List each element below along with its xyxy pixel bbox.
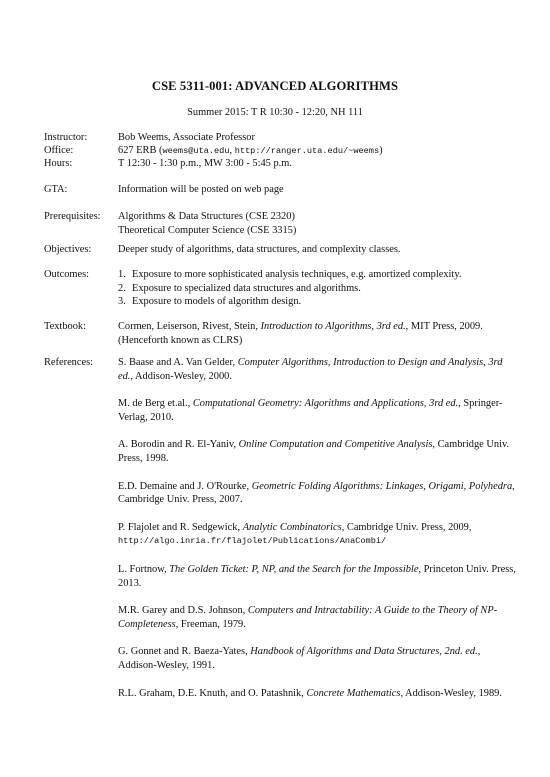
office-prefix: 627 ERB ( bbox=[118, 145, 163, 156]
reference-publisher: , Cambridge Univ. Press, 1998. bbox=[118, 439, 510, 464]
reference-publisher: , Addison-Wesley, 1989. bbox=[400, 687, 502, 699]
textbook-value bbox=[118, 320, 518, 347]
objectives-label: Objectives: bbox=[44, 244, 92, 255]
reference-title: The Golden Ticket: P, NP, and the Search for the Impossible bbox=[169, 563, 419, 575]
reference-authors: A. Borodin and R. El-Yaniv, bbox=[118, 439, 239, 451]
instructor-value: Bob Weems, Associate Professor bbox=[118, 132, 255, 143]
outcomes-label: Outcomes: bbox=[44, 269, 90, 280]
hours-value: T 12:30 - 1:30 p.m., MW 3:00 - 5:45 p.m. bbox=[118, 158, 292, 169]
textbook-publisher: , MIT Press, 2009. bbox=[405, 321, 483, 332]
reference-item bbox=[118, 604, 518, 631]
office-sep: , bbox=[229, 145, 235, 156]
reference-publisher: , Springer-Verlag, 2010. bbox=[118, 398, 503, 423]
office-suffix: ) bbox=[379, 145, 383, 156]
textbook-authors: Cormen, Leiserson, Rivest, Stein, bbox=[118, 321, 261, 332]
gta-label: GTA: bbox=[44, 184, 68, 195]
outcome-item bbox=[118, 295, 518, 309]
outcome-number: 2. bbox=[118, 282, 126, 294]
reference-publisher: , Addison-Wesley, 1991. bbox=[118, 646, 481, 671]
reference-authors: E.D. Demaine and J. O'Rourke, bbox=[118, 480, 252, 492]
outcome-number: 3. bbox=[118, 296, 126, 308]
reference-item bbox=[118, 521, 518, 549]
reference-title: Handbook of Algorithms and Data Structures, 2nd. ed. bbox=[250, 646, 478, 658]
reference-authors: P. Flajolet and R. Sedgewick, bbox=[118, 521, 243, 533]
office-url-link[interactable]: http://ranger.uta.edu/~weems bbox=[234, 146, 380, 156]
office-label: Office: bbox=[44, 145, 74, 156]
reference-title: Geometric Folding Algorithms: Linkages, Origami, Polyhedra bbox=[251, 480, 513, 492]
reference-publisher: , Princeton Univ. Press, 2013. bbox=[118, 563, 516, 589]
reference-publisher: , Cambridge Univ. Press, 2009, bbox=[341, 521, 472, 533]
reference-title: Computational Geometry: Algorithms and Applications, 3rd ed. bbox=[192, 398, 459, 410]
reference-title: Analytic Combinatorics bbox=[242, 521, 342, 533]
reference-publisher: , Cambridge Univ. Press, 2007. bbox=[118, 480, 515, 506]
course-title: CSE 5311-001: ADVANCED ALGORITHMS bbox=[151, 79, 399, 93]
reference-authors: R.L. Graham, D.E. Knuth, and O. Patashnik, bbox=[118, 687, 307, 699]
gta-value: Information will be posted on web page bbox=[118, 184, 284, 195]
textbook-title: Introduction to Algorithms, 3rd ed. bbox=[260, 321, 406, 332]
reference-item bbox=[118, 356, 518, 383]
textbook-note: (Henceforth known as CLRS) bbox=[118, 334, 243, 346]
reference-url-link[interactable]: http://algo.inria.fr/flajolet/Publications/AnaCombi/ bbox=[118, 536, 387, 547]
references-label: References: bbox=[44, 357, 94, 368]
reference-item bbox=[118, 480, 518, 507]
objectives-value: Deeper study of algorithms, data structures, and complexity classes. bbox=[118, 244, 401, 255]
hours-label: Hours: bbox=[44, 158, 73, 169]
reference-title: Computer Algorithms, Introduction to Design and Analysis, 3rd ed. bbox=[118, 357, 503, 382]
prerequisite-2: Theoretical Computer Science (CSE 3315) bbox=[118, 224, 297, 236]
reference-item bbox=[118, 563, 518, 590]
prerequisites-value bbox=[118, 210, 518, 237]
textbook-label: Textbook: bbox=[44, 321, 86, 332]
prerequisite-1: Algorithms & Data Structures (CSE 2320) bbox=[118, 211, 295, 222]
reference-title: Online Computation and Competitive Analysis bbox=[238, 439, 433, 451]
reference-authors: G. Gonnet and R. Baeza-Yates, bbox=[118, 646, 251, 658]
prerequisites-label: Prerequisites: bbox=[44, 211, 101, 222]
reference-item bbox=[118, 397, 518, 424]
reference-authors: L. Fortnow, bbox=[118, 563, 170, 575]
references-list bbox=[118, 356, 518, 714]
outcome-number: 1. bbox=[118, 269, 126, 280]
reference-authors: M.R. Garey and D.S. Johnson, bbox=[118, 605, 248, 617]
reference-title: Computers and Intractability: A Guide to the Theory of NP-Completeness bbox=[118, 605, 498, 630]
reference-title: Concrete Mathematics bbox=[306, 687, 401, 699]
reference-authors: S. Baase and A. Van Gelder, bbox=[118, 357, 238, 368]
outcome-item bbox=[118, 268, 518, 282]
reference-item bbox=[118, 645, 518, 672]
course-schedule: Summer 2015: T R 10:30 - 12:20, NH 111 bbox=[187, 107, 363, 118]
reference-publisher: , Addison-Wesley, 2000. bbox=[130, 370, 232, 382]
reference-publisher: , Freeman, 1979. bbox=[175, 618, 246, 630]
outcomes-list bbox=[118, 268, 518, 309]
outcome-text: Exposure to specialized data structures and algorithms. bbox=[132, 282, 361, 294]
office-email-link[interactable]: weems@uta.edu bbox=[162, 146, 230, 156]
reference-item bbox=[118, 438, 518, 465]
outcome-text: Exposure to more sophisticated analysis techniques, e.g. amortized complexity. bbox=[132, 269, 462, 280]
reference-item bbox=[118, 687, 518, 701]
outcome-text: Exposure to models of algorithm design. bbox=[132, 296, 302, 308]
reference-authors: M. de Berg et.al., bbox=[118, 398, 193, 410]
instructor-label: Instructor: bbox=[44, 132, 88, 143]
outcome-item bbox=[118, 282, 518, 296]
